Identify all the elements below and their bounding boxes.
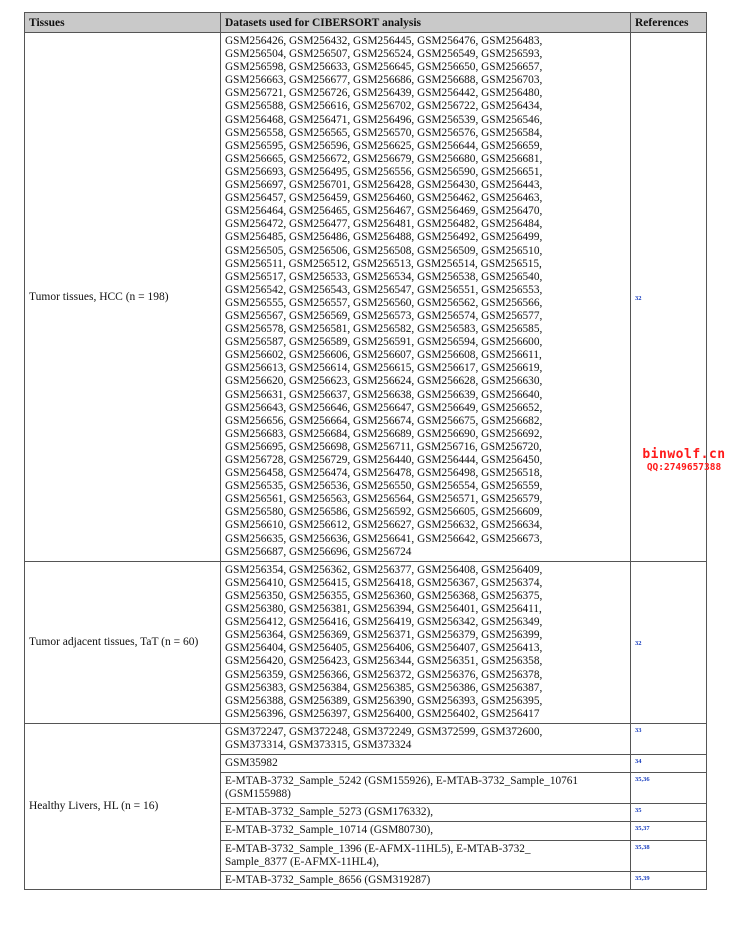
datasets-table (24, 12, 707, 890)
dataset-line: GSM256412, GSM256416, GSM256419, GSM256342, GSM256349, (225, 616, 543, 629)
dataset-line: GSM256535, GSM256536, GSM256550, GSM256554, GSM256559, (225, 480, 543, 493)
dataset-line: GSM373314, GSM373315, GSM373324 (225, 738, 412, 751)
dataset-line: GSM256693, GSM256495, GSM256556, GSM256590, GSM256651, (225, 165, 543, 178)
dataset-line: GSM256561, GSM256563, GSM256564, GSM256571, GSM256579, (225, 493, 543, 506)
dataset-line: GSM256485, GSM256486, GSM256488, GSM256492, GSM256499, (225, 231, 543, 244)
dataset-line: GSM256695, GSM256698, GSM256711, GSM256716, GSM256720, (225, 440, 542, 453)
dataset-line: GSM256504, GSM256507, GSM256524, GSM256549, GSM256593, (225, 48, 543, 61)
header-row (25, 13, 707, 33)
dataset-line: GSM256567, GSM256569, GSM256573, GSM256574, GSM256577, (225, 309, 543, 322)
header-references: References (631, 13, 707, 33)
dataset-line: GSM256580, GSM256586, GSM256592, GSM256605, GSM256609, (225, 506, 543, 519)
dataset-line: GSM256558, GSM256565, GSM256570, GSM256576, GSM256584, (225, 126, 543, 139)
dataset-line: GSM256683, GSM256684, GSM256689, GSM256690, GSM256692, (225, 427, 543, 440)
datasets-hl-3 (221, 804, 631, 822)
dataset-line: E-MTAB-3732_Sample_1396 (E-AFMX-11HL5), E-MTAB-3732_ (225, 842, 531, 855)
dataset-line: GSM35982 (225, 757, 278, 770)
tissue-hl: Healthy Livers, HL (n = 16) (25, 723, 221, 889)
dataset-line: GSM256620, GSM256623, GSM256624, GSM256628, GSM256630, (225, 375, 543, 388)
dataset-line: GSM256687, GSM256696, GSM256724 (225, 545, 412, 558)
dataset-line: GSM256410, GSM256415, GSM256418, GSM256367, GSM256374, (225, 576, 543, 589)
dataset-line: GSM256555, GSM256557, GSM256560, GSM256562, GSM256566, (225, 296, 543, 309)
dataset-line: E-MTAB-3732_Sample_8656 (GSM319287) (225, 873, 431, 886)
dataset-line: GSM256598, GSM256633, GSM256645, GSM256650, GSM256657, (225, 61, 543, 74)
ref-tat[interactable]: 32 (631, 561, 707, 723)
dataset-line: GSM256595, GSM256596, GSM256625, GSM256644, GSM256659, (225, 139, 543, 152)
watermark (634, 448, 734, 474)
row-hl-0 (25, 723, 707, 754)
dataset-line: GSM256697, GSM256701, GSM256428, GSM256430, GSM256443, (225, 179, 543, 192)
datasets-hcc (221, 33, 631, 562)
tissue-hcc: Tumor tissues, HCC (n = 198) (25, 33, 221, 562)
header-tissues: Tissues (25, 13, 221, 33)
header-datasets: Datasets used for CIBERSORT analysis (221, 13, 631, 33)
dataset-line: GSM256458, GSM256474, GSM256478, GSM256498, GSM256518, (225, 467, 543, 480)
dataset-line: GSM256404, GSM256405, GSM256406, GSM256407, GSM256413, (225, 642, 543, 655)
tissue-tat: Tumor adjacent tissues, TaT (n = 60) (25, 561, 221, 723)
dataset-line: E-MTAB-3732_Sample_10714 (GSM80730), (225, 824, 434, 837)
dataset-line: GSM256396, GSM256397, GSM256400, GSM256402, GSM256417 (225, 707, 540, 720)
dataset-line: GSM256505, GSM256506, GSM256508, GSM256509, GSM256510, (225, 244, 543, 257)
datasets-hl-1 (221, 755, 631, 773)
dataset-line: GSM256602, GSM256606, GSM256607, GSM256608, GSM256611, (225, 349, 542, 362)
dataset-line: GSM256635, GSM256636, GSM256641, GSM256642, GSM256673, (225, 532, 543, 545)
dataset-line: GSM256468, GSM256471, GSM256496, GSM256539, GSM256546, (225, 113, 543, 126)
datasets-tat (221, 561, 631, 723)
dataset-line: GSM256610, GSM256612, GSM256627, GSM256632, GSM256634, (225, 519, 543, 532)
watermark-line2: QQ:2749657388 (646, 462, 722, 473)
dataset-line: GSM256613, GSM256614, GSM256615, GSM256617, GSM256619, (225, 362, 543, 375)
dataset-line: GSM256426, GSM256432, GSM256445, GSM256476, GSM256483, (225, 35, 543, 47)
dataset-line: GSM256420, GSM256423, GSM256344, GSM256351, GSM256358, (225, 655, 543, 668)
dataset-line: E-MTAB-3732_Sample_5242 (GSM155926), E-MTAB-3732_Sample_10761 (225, 775, 579, 788)
dataset-line: GSM256383, GSM256384, GSM256385, GSM256386, GSM256387, (225, 681, 543, 694)
dataset-line: GSM256587, GSM256589, GSM256591, GSM256594, GSM256600, (225, 336, 543, 349)
datasets-hl-6 (221, 871, 631, 889)
dataset-line: GSM256542, GSM256543, GSM256547, GSM256551, GSM256553, (225, 283, 543, 296)
dataset-line: GSM256350, GSM256355, GSM256360, GSM256368, GSM256375, (225, 589, 543, 602)
row-hcc (25, 33, 707, 562)
dataset-line: GSM256380, GSM256381, GSM256394, GSM256401, GSM256411, (225, 603, 542, 616)
dataset-line: GSM256517, GSM256533, GSM256534, GSM256538, GSM256540, (225, 270, 543, 283)
dataset-line: (GSM155988) (225, 788, 291, 801)
ref-hl-1[interactable]: 34 (631, 755, 707, 773)
dataset-line: GSM256721, GSM256726, GSM256439, GSM256442, GSM256480, (225, 87, 543, 100)
dataset-line: GSM256464, GSM256465, GSM256467, GSM256469, GSM256470, (225, 205, 543, 218)
ref-hcc[interactable]: 32 (631, 33, 707, 562)
ref-hl-6[interactable]: 35,39 (631, 871, 707, 889)
dataset-line: GSM256457, GSM256459, GSM256460, GSM256462, GSM256463, (225, 192, 543, 205)
dataset-line: GSM256643, GSM256646, GSM256647, GSM256649, GSM256652, (225, 401, 543, 414)
dataset-line: GSM256511, GSM256512, GSM256513, GSM256514, GSM256515, (225, 257, 542, 270)
dataset-line: GSM256631, GSM256637, GSM256638, GSM256639, GSM256640, (225, 388, 543, 401)
dataset-line: GSM256663, GSM256677, GSM256686, GSM256688, GSM256703, (225, 74, 543, 87)
datasets-hl-4 (221, 822, 631, 840)
ref-hl-0[interactable]: 33 (631, 723, 707, 754)
row-tat (25, 561, 707, 723)
dataset-line: GSM256364, GSM256369, GSM256371, GSM256379, GSM256399, (225, 629, 543, 642)
ref-hl-5[interactable]: 35,38 (631, 840, 707, 871)
dataset-line: GSM256656, GSM256664, GSM256674, GSM256675, GSM256682, (225, 414, 543, 427)
dataset-line: GSM256665, GSM256672, GSM256679, GSM256680, GSM256681, (225, 152, 543, 165)
dataset-line: GSM372247, GSM372248, GSM372249, GSM372599, GSM372600, (225, 725, 543, 738)
datasets-hl-5 (221, 840, 631, 871)
ref-hl-3[interactable]: 35 (631, 804, 707, 822)
ref-hl-2[interactable]: 35,36 (631, 773, 707, 804)
dataset-line: GSM256354, GSM256362, GSM256377, GSM256408, GSM256409, (225, 563, 543, 576)
watermark-line1: binwolf.cn (642, 447, 726, 462)
dataset-line: Sample_8377 (E-AFMX-11HL4), (225, 855, 379, 868)
dataset-line: GSM256578, GSM256581, GSM256582, GSM256583, GSM256585, (225, 323, 543, 336)
dataset-line: GSM256388, GSM256389, GSM256390, GSM256393, GSM256395, (225, 694, 543, 707)
datasets-hl-0 (221, 723, 631, 754)
dataset-line: GSM256588, GSM256616, GSM256702, GSM256722, GSM256434, (225, 100, 543, 113)
datasets-hl-2 (221, 773, 631, 804)
ref-hl-4[interactable]: 35,37 (631, 822, 707, 840)
dataset-line: GSM256359, GSM256366, GSM256372, GSM256376, GSM256378, (225, 668, 543, 681)
dataset-line: GSM256472, GSM256477, GSM256481, GSM256482, GSM256484, (225, 218, 543, 231)
dataset-line: GSM256728, GSM256729, GSM256440, GSM256444, GSM256450, (225, 454, 543, 466)
dataset-line: E-MTAB-3732_Sample_5273 (GSM176332), (225, 806, 434, 819)
